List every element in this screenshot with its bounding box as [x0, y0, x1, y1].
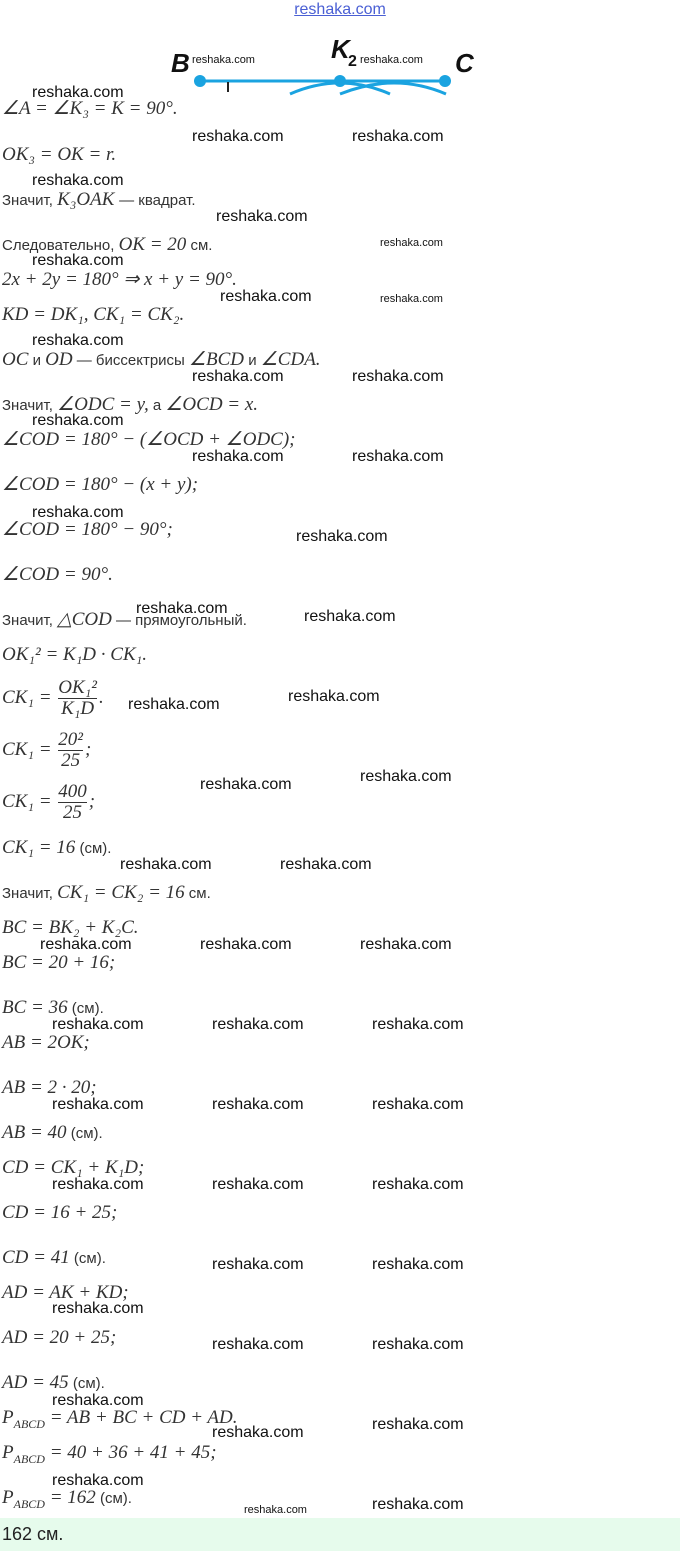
fraction [58, 678, 97, 719]
solution-line-25 [2, 1122, 103, 1144]
watermark: reshaka.com [32, 504, 124, 521]
unit-sm: (см). [95, 1490, 132, 1507]
watermark: reshaka.com [52, 1392, 144, 1409]
label-c: C [455, 48, 474, 78]
watermark: reshaka.com [380, 293, 443, 305]
formula: AB = 40 [2, 1122, 67, 1143]
point-k2 [334, 75, 346, 87]
unit-sm: см. [184, 885, 211, 902]
formula: AD = 45 [2, 1372, 69, 1393]
label-k2-sub: 2 [348, 53, 357, 70]
watermark: reshaka.com [372, 1256, 464, 1273]
watermark: reshaka.com [212, 1176, 304, 1193]
formula: △COD [57, 609, 112, 630]
fraction [58, 782, 87, 823]
formula: BC = 36 [2, 997, 68, 1018]
solution-line-16: CK₁ = $\frac{\text{20²}}{25}$ ; [2, 729, 92, 772]
subscript: ABCD [13, 1416, 45, 1431]
watermark: reshaka.com [372, 1016, 464, 1033]
formula: CK₁ = 16 [2, 837, 76, 858]
watermark: reshaka.com [352, 368, 444, 385]
formula: CD = 41 [2, 1247, 70, 1268]
figure-watermark-2: reshaka.com [360, 54, 423, 66]
watermark: reshaka.com [352, 128, 444, 145]
denominator: 25 [61, 750, 81, 772]
unit-sm: (см). [67, 1000, 104, 1017]
watermark: reshaka.com [32, 172, 124, 189]
formula: ∠OCD = x. [165, 394, 259, 415]
watermark: reshaka.com [40, 936, 132, 953]
formula: CK₁ = [2, 739, 57, 760]
unit-sm: (см). [68, 1375, 105, 1392]
watermark: reshaka.com [32, 412, 124, 429]
formula: = AB + BC + CD + AD. [44, 1407, 238, 1428]
watermark: reshaka.com [136, 600, 228, 617]
formula: P [2, 1487, 14, 1508]
solution-line-26: CD = CK₁ + K₁D; [2, 1157, 145, 1178]
watermark: reshaka.com [352, 448, 444, 465]
watermark: reshaka.com [212, 1016, 304, 1033]
watermark: reshaka.com [200, 936, 292, 953]
watermark: reshaka.com [220, 288, 312, 305]
solution-line-23: AB = 2OK; [2, 1032, 90, 1053]
watermark: reshaka.com [360, 936, 452, 953]
watermark: reshaka.com [52, 1096, 144, 1113]
watermark: reshaka.com [212, 1096, 304, 1113]
watermark: reshaka.com [296, 528, 388, 545]
formula: ∠BCD [189, 349, 245, 370]
solution-line-14: OK₁² = K₁D · CK₁. [2, 644, 147, 665]
watermark: reshaka.com [52, 1472, 144, 1489]
solution-line-31 [2, 1372, 105, 1394]
formula: OK = 20 [118, 234, 187, 255]
answer-text: 162 см. [2, 1524, 64, 1544]
watermark: reshaka.com [280, 856, 372, 873]
solution-line-2: OK₃ = OK = r. [2, 144, 117, 165]
label-k2: K [331, 34, 350, 64]
watermark: reshaka.com [380, 237, 443, 249]
formula: = 40 + 36 + 41 + 45; [44, 1442, 217, 1463]
solution-line-20: BC = BK₂ + K₂C. [2, 917, 139, 938]
word-bisectors: — биссектрисы [72, 352, 189, 369]
solution-line-33 [2, 1442, 217, 1464]
word-znachit: Значит, [2, 397, 58, 414]
numerator: OK₁² [58, 677, 97, 699]
watermark: reshaka.com [192, 128, 284, 145]
watermark: reshaka.com [52, 1176, 144, 1193]
watermark: reshaka.com [120, 856, 212, 873]
watermark: reshaka.com [372, 1416, 464, 1433]
solution-line-28 [2, 1247, 106, 1269]
word-i: и [244, 352, 261, 369]
label-b: B [171, 48, 190, 78]
solution-line-34 [2, 1487, 132, 1509]
formula: CK₁ = [2, 791, 57, 812]
word-znachit: Значит, [2, 885, 58, 902]
formula: ∠ODC = y, [57, 394, 149, 415]
watermark: reshaka.com [372, 1496, 464, 1513]
formula: = 162 [44, 1487, 96, 1508]
solution-line-30: AD = 20 + 25; [2, 1327, 117, 1348]
watermark: reshaka.com [192, 448, 284, 465]
solution-line-19 [2, 882, 211, 904]
subscript: ABCD [13, 1496, 45, 1511]
watermark: reshaka.com [32, 84, 124, 101]
formula: OD [45, 349, 73, 370]
solution-line-11: ∠COD = 180° − 90°; [2, 519, 173, 540]
solution-line-10: ∠COD = 180° − (x + y); [2, 474, 199, 495]
subscript: ABCD [13, 1451, 45, 1466]
geometry-figure [160, 34, 490, 96]
word-pryamougolny: — прямоугольный. [111, 612, 247, 629]
word-znachit: Значит, [2, 612, 58, 629]
watermark: reshaka.com [32, 252, 124, 269]
denominator: 25 [63, 802, 83, 824]
word-znachit: Значит, [2, 192, 58, 209]
answer-box [0, 1518, 680, 1551]
watermark: reshaka.com [372, 1176, 464, 1193]
formula: P [2, 1442, 14, 1463]
site-link[interactable]: reshaka.com [294, 1, 386, 18]
unit-sm: (см). [69, 1250, 106, 1267]
watermark: reshaka.com [288, 688, 380, 705]
solution-line-6: KD = DK₁, CK₁ = CK₂. [2, 304, 185, 325]
point-b [194, 75, 206, 87]
watermark: reshaka.com [200, 776, 292, 793]
formula: CK₁ = CK₂ = 16 [57, 882, 185, 903]
figure-watermark-1: reshaka.com [192, 54, 255, 66]
watermark: reshaka.com [304, 608, 396, 625]
watermark: reshaka.com [32, 332, 124, 349]
formula: ∠CDA. [260, 349, 321, 370]
watermark: reshaka.com [128, 696, 220, 713]
word-kvadrat: — квадрат. [119, 192, 196, 209]
watermark: reshaka.com [244, 1504, 307, 1516]
unit-sm: (см). [75, 840, 112, 857]
word-i: и [28, 352, 46, 369]
watermark: reshaka.com [216, 208, 308, 225]
word-sledovatelno: Следовательно, [2, 237, 119, 254]
solution-line-5: 2x + 2y = 180° ⇒ x + y = 90°. [2, 269, 237, 290]
watermark: reshaka.com [192, 368, 284, 385]
numerator: 400 [58, 781, 87, 803]
watermark: reshaka.com [360, 768, 452, 785]
watermark: reshaka.com [212, 1424, 304, 1441]
solution-line-15: CK₁ = $\frac{\text{OK₁²}}{\text{K₁D}}$ . [2, 677, 104, 720]
point-c [439, 75, 451, 87]
watermark: reshaka.com [212, 1256, 304, 1273]
solution-line-3 [2, 189, 195, 211]
formula: CK₁ = [2, 687, 57, 708]
solution-line-29: AD = AK + KD; [2, 1282, 129, 1303]
solution-line-27: CD = 16 + 25; [2, 1202, 118, 1223]
solution-line-9: ∠COD = 180° − (∠OCD + ∠ODC); [2, 429, 296, 450]
solution-line-1: ∠A = ∠K₃ = K = 90°. [2, 98, 178, 119]
solution-line-17: CK₁ = $\frac{400}{25}$ ; [2, 781, 96, 824]
unit-sm: (см). [66, 1125, 103, 1142]
denominator: K₁D [61, 698, 95, 720]
fraction [58, 730, 83, 771]
numerator: 20² [58, 729, 83, 751]
formula: P [2, 1407, 14, 1428]
watermark: reshaka.com [52, 1016, 144, 1033]
solution-line-18 [2, 837, 111, 859]
solution-line-32 [2, 1407, 238, 1429]
figure-svg [160, 34, 490, 96]
watermark: reshaka.com [212, 1336, 304, 1353]
watermark: reshaka.com [372, 1336, 464, 1353]
formula: K₃OAK [57, 189, 115, 210]
formula: OC [2, 349, 29, 370]
unit-sm: см. [186, 237, 213, 254]
watermark: reshaka.com [52, 1300, 144, 1317]
watermark: reshaka.com [372, 1096, 464, 1113]
solution-line-24: AB = 2 · 20; [2, 1077, 97, 1098]
solution-line-21: BC = 20 + 16; [2, 952, 116, 973]
solution-line-12: ∠COD = 90°. [2, 564, 113, 585]
word-a: а [148, 397, 166, 414]
